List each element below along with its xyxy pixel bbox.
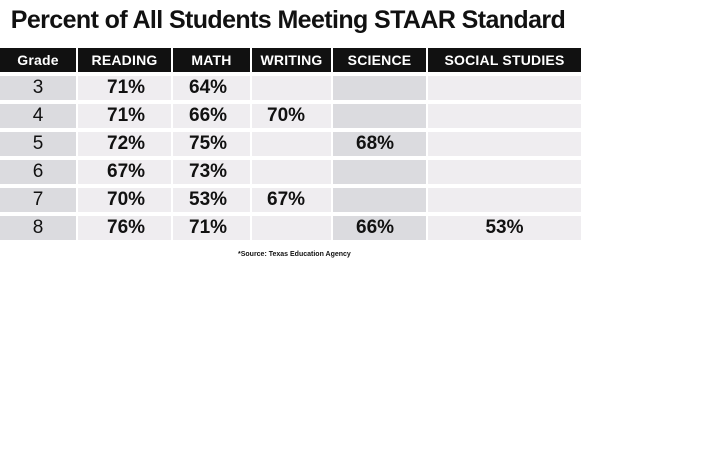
header-math: MATH — [173, 48, 250, 72]
staar-table — [0, 48, 581, 240]
header-writing: WRITING — [252, 48, 331, 72]
source-note: *Source: Texas Education Agency — [238, 251, 351, 258]
cell-grade7-grade: 7 — [0, 188, 76, 212]
cell-grade8-social-studies: 53% — [428, 216, 581, 240]
header-social-studies: SOCIAL STUDIES — [428, 48, 581, 72]
header-reading: READING — [78, 48, 171, 72]
header-grade: Grade — [0, 48, 76, 72]
cell-grade8-reading: 76% — [78, 216, 171, 240]
cell-grade8-writing — [252, 216, 331, 240]
cell-grade4-reading: 71% — [78, 104, 171, 128]
cell-grade7-math: 53% — [173, 188, 250, 212]
cell-grade6-reading: 67% — [78, 160, 171, 184]
cell-grade4-grade: 4 — [0, 104, 76, 128]
cell-grade5-grade: 5 — [0, 132, 76, 156]
cell-grade7-reading: 70% — [78, 188, 171, 212]
header-science: SCIENCE — [333, 48, 426, 72]
cell-grade5-social-studies — [428, 132, 581, 156]
cell-grade3-math: 64% — [173, 76, 250, 100]
cell-grade4-science — [333, 104, 426, 128]
cell-grade5-math: 75% — [173, 132, 250, 156]
cell-grade3-social-studies — [428, 76, 581, 100]
cell-grade7-social-studies — [428, 188, 581, 212]
cell-grade7-science — [333, 188, 426, 212]
cell-grade6-social-studies — [428, 160, 581, 184]
cell-grade3-grade: 3 — [0, 76, 76, 100]
chart-title: Percent of All Students Meeting STAAR Standard — [10, 6, 566, 34]
cell-grade6-grade: 6 — [0, 160, 76, 184]
cell-grade5-writing — [252, 132, 331, 156]
cell-grade4-writing: 70% — [252, 104, 331, 128]
cell-grade8-science: 66% — [333, 216, 426, 240]
cell-grade8-grade: 8 — [0, 216, 76, 240]
cell-grade5-reading: 72% — [78, 132, 171, 156]
cell-grade5-science: 68% — [333, 132, 426, 156]
cell-grade8-math: 71% — [173, 216, 250, 240]
cell-grade6-science — [333, 160, 426, 184]
cell-grade3-science — [333, 76, 426, 100]
cell-grade3-writing — [252, 76, 331, 100]
cell-grade6-writing — [252, 160, 331, 184]
cell-grade4-math: 66% — [173, 104, 250, 128]
cell-grade4-social-studies — [428, 104, 581, 128]
cell-grade6-math: 73% — [173, 160, 250, 184]
cell-grade7-writing: 67% — [252, 188, 331, 212]
cell-grade3-reading: 71% — [78, 76, 171, 100]
